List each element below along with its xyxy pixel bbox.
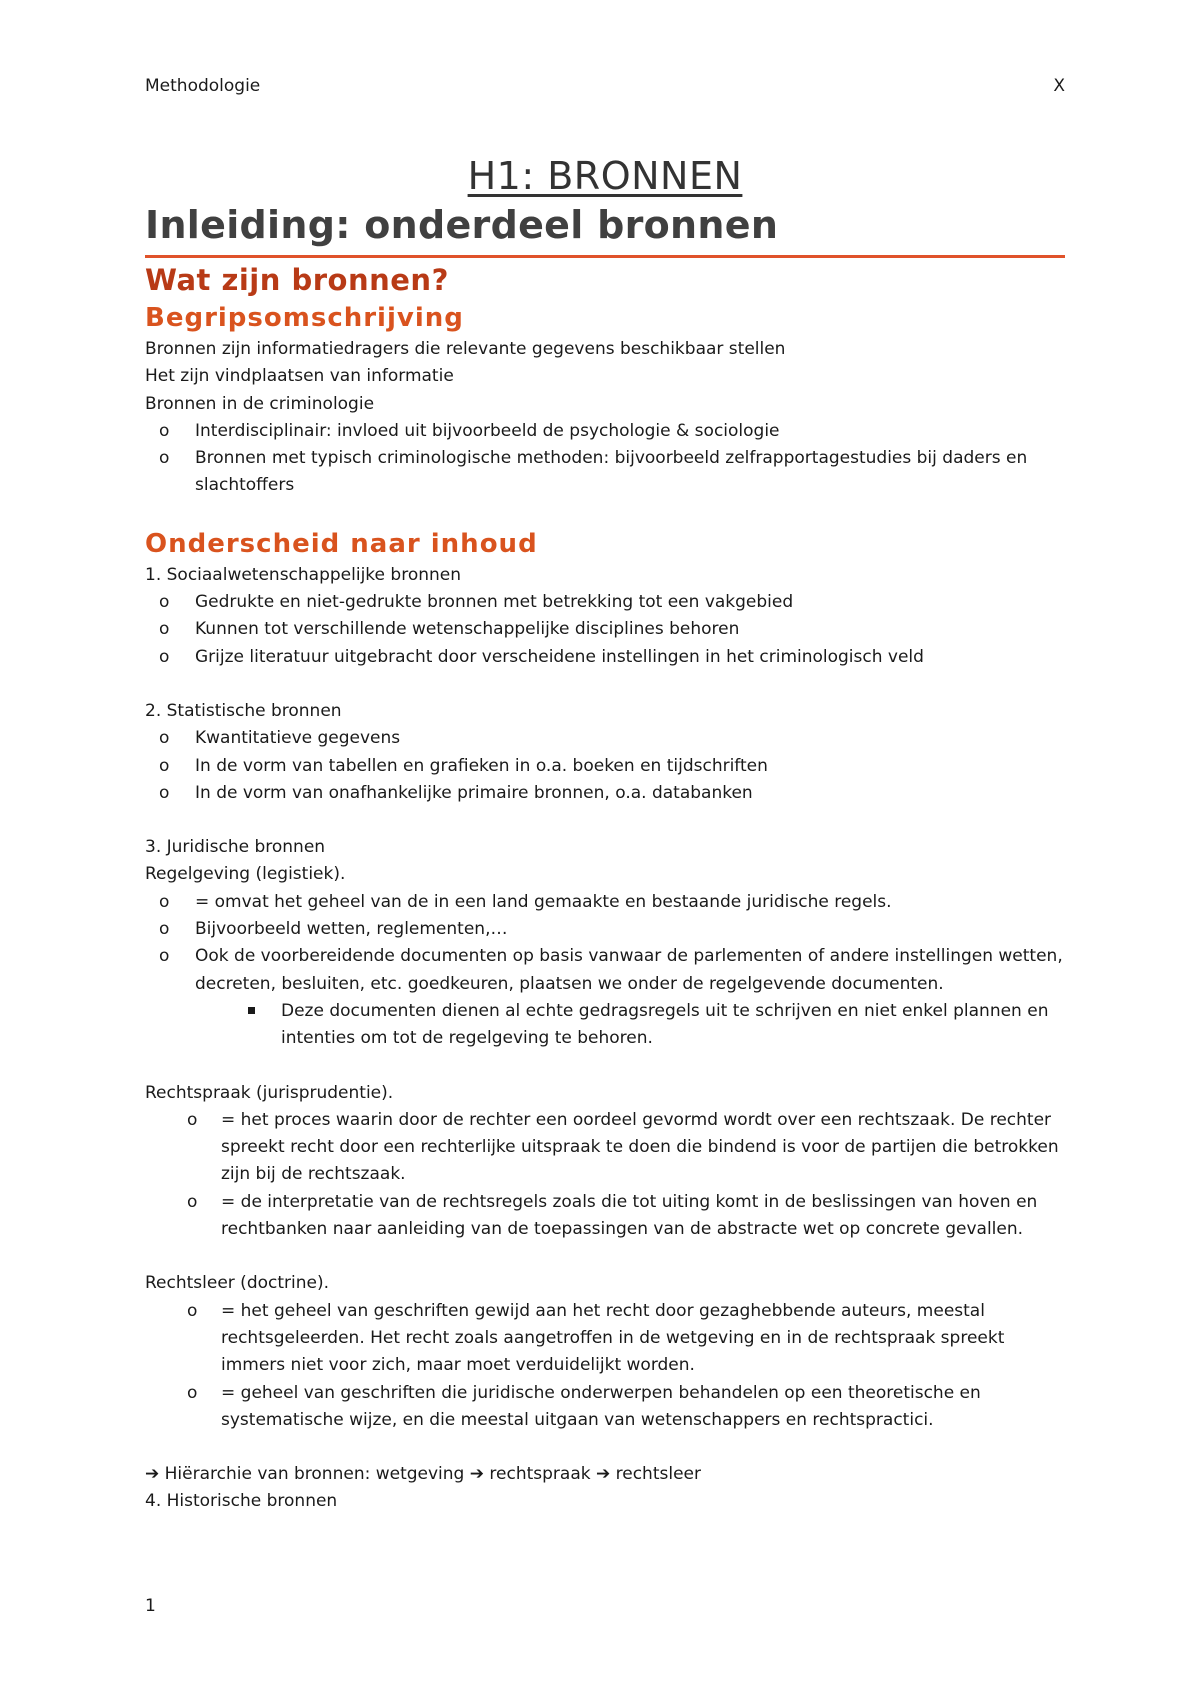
list-title: 3. Juridische bronnen [145, 837, 326, 858]
square-bullet-icon [248, 1007, 255, 1014]
regelgeving-title: Regelgeving (legistiek). [145, 864, 346, 885]
bullet-marker: o [159, 448, 170, 469]
paragraph-line: Het zijn vindplaatsen van informatie [145, 366, 454, 387]
list-item: o = het geheel van geschriften gewijd aan het recht door gezaghebbende auteurs, meestal rechtsgeleerden. Het recht zoals aangetroffen in de wetgeving en in de rechtspraak spreekt immers niet voor zich, maar moet verduidelijkt worden. [145, 1298, 1065, 1380]
rechtsleer-title: Rechtsleer (doctrine). [145, 1273, 330, 1294]
bullet-marker: o [159, 755, 170, 776]
list-item: o Bronnen met typisch criminologische methoden: bijvoorbeeld zelfrapportagestudies bij daders en slachtoffers [145, 445, 1065, 500]
bullet-list [145, 1298, 1065, 1434]
bullet-marker: o [159, 919, 170, 940]
list-title: 4. Historische bronnen [145, 1491, 338, 1512]
chapter-heading: H1: BRONNEN [467, 154, 743, 198]
page-number: 1 [145, 1596, 156, 1616]
list-title: 2. Statistische bronnen [145, 700, 342, 721]
list-item: o = de interpretatie van de rechtsregels zoals die tot uiting komt in de beslissingen van hoven en rechtbanken naar aanleiding van de toepassingen van de abstracte wet op concrete gevallen. [145, 1189, 1065, 1244]
bullet-list [145, 1107, 1065, 1243]
bullet-marker: o [159, 646, 170, 667]
bullet-marker: o [159, 946, 170, 967]
list-item: o Interdisciplinair: invloed uit bijvoorbeeld de psychologie & sociologie [145, 418, 1065, 445]
hierarchy-line: ➔ Hiërarchie van bronnen: wetgeving ➔ rechtspraak ➔ rechtsleer [145, 1464, 701, 1485]
list-item: o Grijze literatuur uitgebracht door verscheidene instellingen in het criminologisch veld [145, 644, 1065, 671]
bullet-list [145, 889, 1065, 998]
list-item: o Gedrukte en niet-gedrukte bronnen met betrekking tot een vakgebied [145, 589, 1065, 616]
header-left: Methodologie [145, 76, 261, 96]
list-item: o Ook de voorbereidende documenten op basis vanwaar de parlementen of andere instellingen wetten, decreten, besluiten, etc. goedkeuren, plaatsen we onder de regelgevende documenten. [145, 943, 1065, 998]
list-item: o = geheel van geschriften die juridische onderwerpen behandelen op een theoretische en systematische wijze, en die meestal uitgaan van wetenschappers en rechtspractici. [145, 1380, 1065, 1435]
list-title: 1. Sociaalwetenschappelijke bronnen [145, 564, 462, 585]
bullet-list [145, 418, 1065, 500]
bullet-marker: o [159, 619, 170, 640]
header-right: X [1053, 76, 1065, 96]
bullet-marker: o [187, 1109, 198, 1130]
list-item: o Kunnen tot verschillende wetenschappelijke disciplines behoren [145, 616, 1065, 643]
section-heading: Wat zijn bronnen? [145, 263, 449, 297]
bullet-marker: o [187, 1382, 198, 1403]
list-item: o In de vorm van onafhankelijke primaire bronnen, o.a. databanken [145, 780, 1065, 807]
paragraph-line: Bronnen in de criminologie [145, 393, 375, 414]
list-item: o In de vorm van tabellen en grafieken in o.a. boeken en tijdschriften [145, 753, 1065, 780]
bullet-marker: o [159, 728, 170, 749]
bullet-marker: o [159, 782, 170, 803]
bullet-marker: o [159, 592, 170, 613]
paragraph-line: Bronnen zijn informatiedragers die relevante gegevens beschikbaar stellen [145, 339, 786, 359]
rechtspraak-title: Rechtspraak (jurisprudentie). [145, 1082, 394, 1103]
bullet-list [145, 725, 1065, 807]
subheading-begripsomschrijving: Begripsomschrijving [145, 303, 464, 333]
title-rule [145, 255, 1065, 258]
bullet-marker: o [187, 1300, 198, 1321]
bullet-marker: o [159, 891, 170, 912]
sub-bullet-list [145, 998, 1065, 1053]
content [145, 150, 1065, 1516]
bullet-marker: o [159, 420, 170, 441]
sub-list-item: Deze documenten dienen al echte gedragsregels uit te schrijven en niet enkel plannen en intenties om tot de regelgeving te behoren. [145, 998, 1065, 1053]
list-item: o Kwantitatieve gegevens [145, 725, 1065, 752]
list-item: o Bijvoorbeeld wetten, reglementen,… [145, 916, 1065, 943]
list-item: o = omvat het geheel van de in een land gemaakte en bestaande juridische regels. [145, 889, 1065, 916]
document-title: Inleiding: onderdeel bronnen [145, 203, 779, 247]
list-item: o = het proces waarin door de rechter een oordeel gevormd wordt over een rechtszaak. De rechter spreekt recht door een rechterlijke uitspraak te doen die bindend is voor de partijen die betrokken zijn bij de rechtszaak. [145, 1107, 1065, 1189]
subheading-onderscheid: Onderscheid naar inhoud [145, 528, 538, 559]
bullet-marker: o [187, 1191, 198, 1212]
bullet-list [145, 589, 1065, 671]
